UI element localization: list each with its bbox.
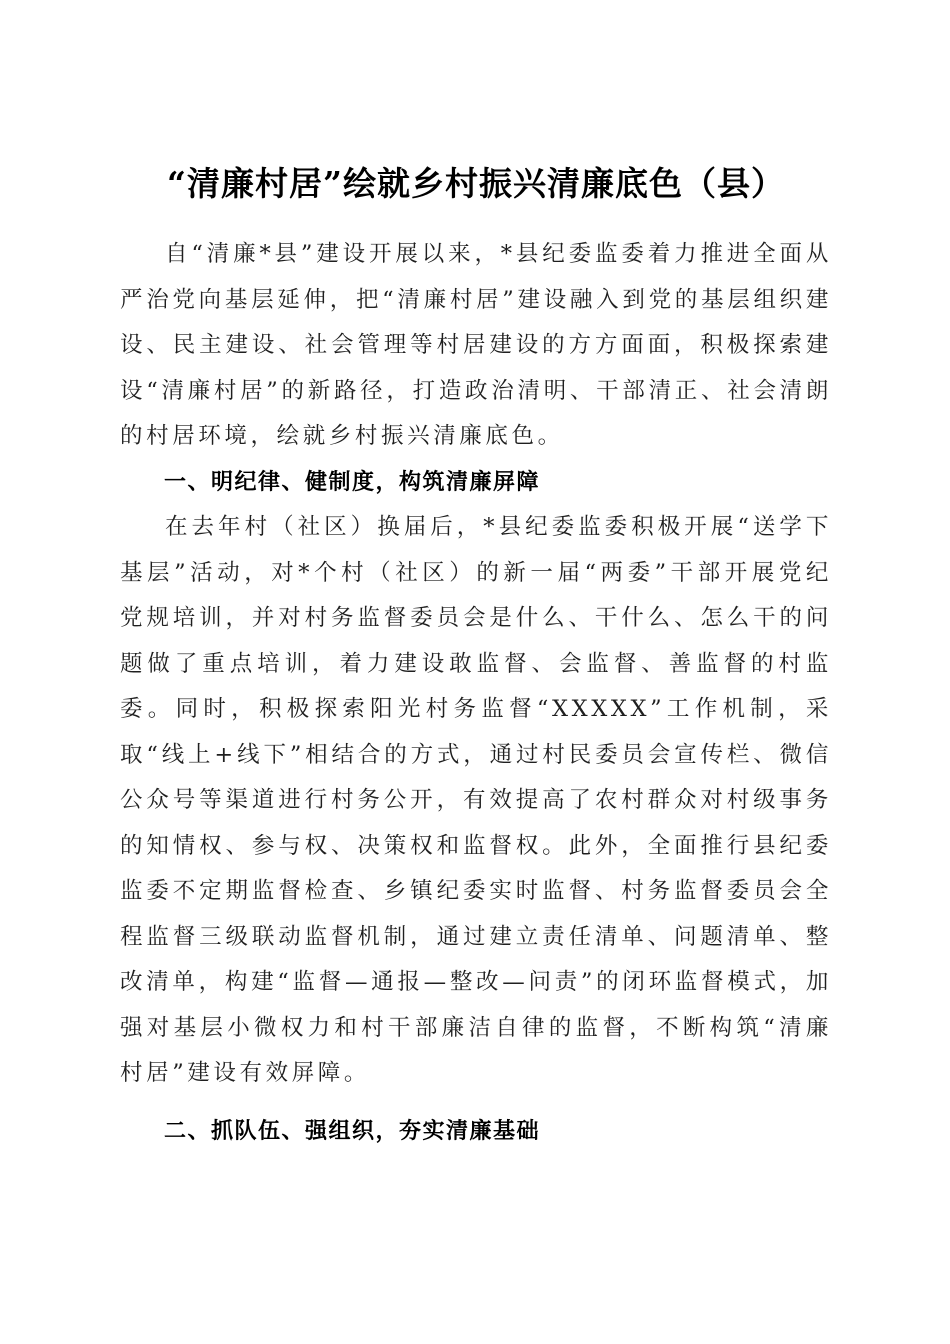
document-title: “清廉村居”绘就乡村振兴清廉底色（县） [167, 164, 785, 204]
section-paragraph-1: 在去年村（社区）换届后，*县纪委监委积极开展“送学下基层”活动，对*个村（社区）的新一届“两委”干部开展党纪党规培训，并对村务监督委员会是什么、干什么、怎么干的问题做了重点培训，着力建设敢监督、会监督、善监督的村监委。同时，积极探索阳光村务监督“XXXXX”工作机制，采取“线上+线下”相结合的方式，通过村民委员会宣传栏、微信公众号等渠道进行村务公开，有效提高了农村群众对村级事务的知情权、参与权、决策权和监督权。此外，全面推行县纪委监委不定期监督检查、乡镇纪委实时监督、村务监督委员会全程监督三级联动监督机制，通过建立责任清单、问题清单、整改清单，构建“监督—通报—整改—问责”的闭环监督模式，加强对基层小微权力和村干部廉洁自律的监督，不断构筑“清廉村居”建设有效屏障。 [120, 514, 832, 1086]
document-body [120, 232, 832, 1154]
intro-paragraph: 自“清廉*县”建设开展以来，*县纪委监委着力推进全面从严治党向基层延伸，把“清廉村居”建设融入到党的基层组织建设、民主建设、社会管理等村居建设的方方面面，积极探索建设“清廉村居”的新路径，打造政治清明、干部清正、社会清朗的村居环境，绘就乡村振兴清廉底色。 [120, 241, 832, 449]
section-heading-1: 一、明纪律、健制度，构筑清廉屏障 [164, 469, 541, 495]
section-heading-2: 二、抓队伍、强组织，夯实清廉基础 [164, 1118, 541, 1144]
